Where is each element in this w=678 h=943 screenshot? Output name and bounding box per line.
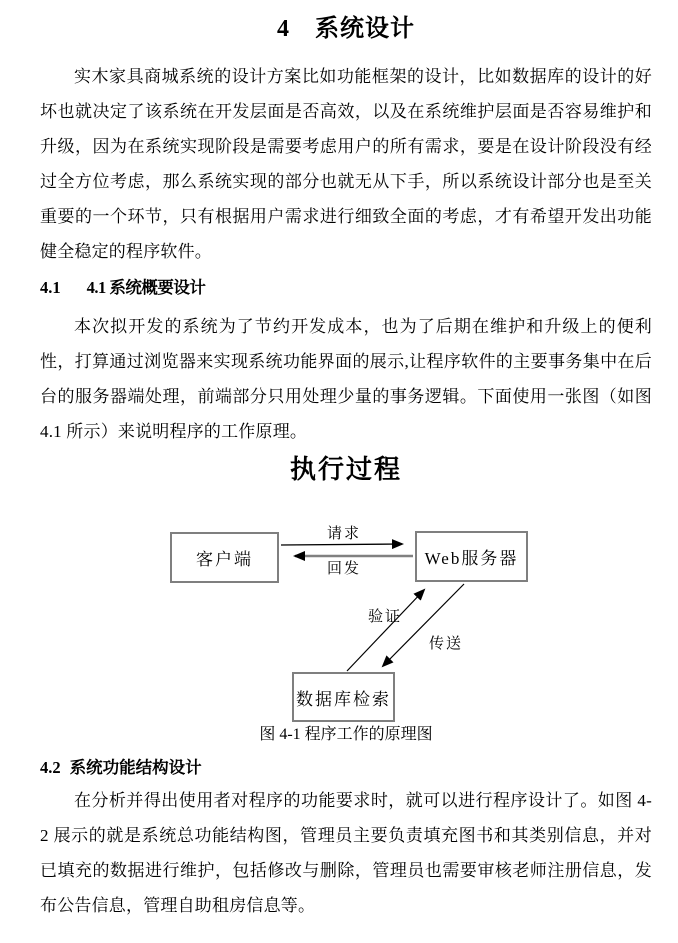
section-title: 系统功能结构设计 [69, 758, 202, 777]
node-web-server: Web服务器 [415, 531, 528, 582]
paragraph-function-structure: 在分析并得出使用者对程序的功能要求时，就可以进行程序设计了。如图 4-2 展示的就是系统总功能结构图，管理员主要负责填充图书和其类别信息，并对已填充的数据进行维护，包括修改与删除，管理员也需要审核老师注册信息，发布公告信息，管理自助租房信息等。 [40, 791, 652, 915]
chapter-title: 4 系统设计 [277, 16, 415, 42]
execution-process-figure [40, 449, 652, 757]
section-number: 4.1 [40, 278, 61, 297]
section-heading-4-1 [40, 277, 652, 299]
transfer-arrow-line [383, 584, 464, 666]
figure-caption: 图 4-1 程序工作的原理图 [259, 726, 433, 743]
section-heading-4-2 [40, 757, 652, 779]
request-arrow-line [281, 544, 402, 545]
node-database-search: 数据库检索 [292, 672, 395, 722]
section-number: 4.2 [40, 758, 61, 777]
paragraph-intro: 实木家具商城系统的设计方案比如功能框架的设计，比如数据库的设计的好坏也就决定了该系统在开发层面是否高效，以及在系统维护层面是否容易维护和升级，因为在系统实现阶段是需要考虑用户的所有需求，要是在设计阶段没有经过全方位考虑，那么系统实现的部分也就无从下手，所以系统设计部分也是至关重要的一个环节，只有根据用户需求进行细致全面的考虑，才有希望开发出功能健全稳定的程序软件。 [40, 67, 652, 261]
paragraph-overview: 本次拟开发的系统为了节约开发成本，也为了后期在维护和升级上的便利性，打算通过浏览器来实现系统功能界面的展示,让程序软件的主要事务集中在后台的服务器端处理，前端部分只用处理少量的事务逻辑。下面使用一张图（如图 4.1 所示）来说明程序的工作原理。 [40, 317, 652, 441]
edge-label-transfer: 传送 [428, 636, 464, 652]
node-client: 客户端 [170, 532, 279, 583]
edge-label-postback: 回发 [326, 561, 362, 577]
section-title: 4.1 系统概要设计 [86, 278, 206, 297]
document-content [0, 14, 678, 923]
verify-arrow-line [347, 590, 424, 671]
edge-label-request: 请求 [326, 526, 362, 542]
edge-label-verify: 验证 [367, 609, 403, 625]
figure-title: 执行过程 [289, 455, 402, 484]
